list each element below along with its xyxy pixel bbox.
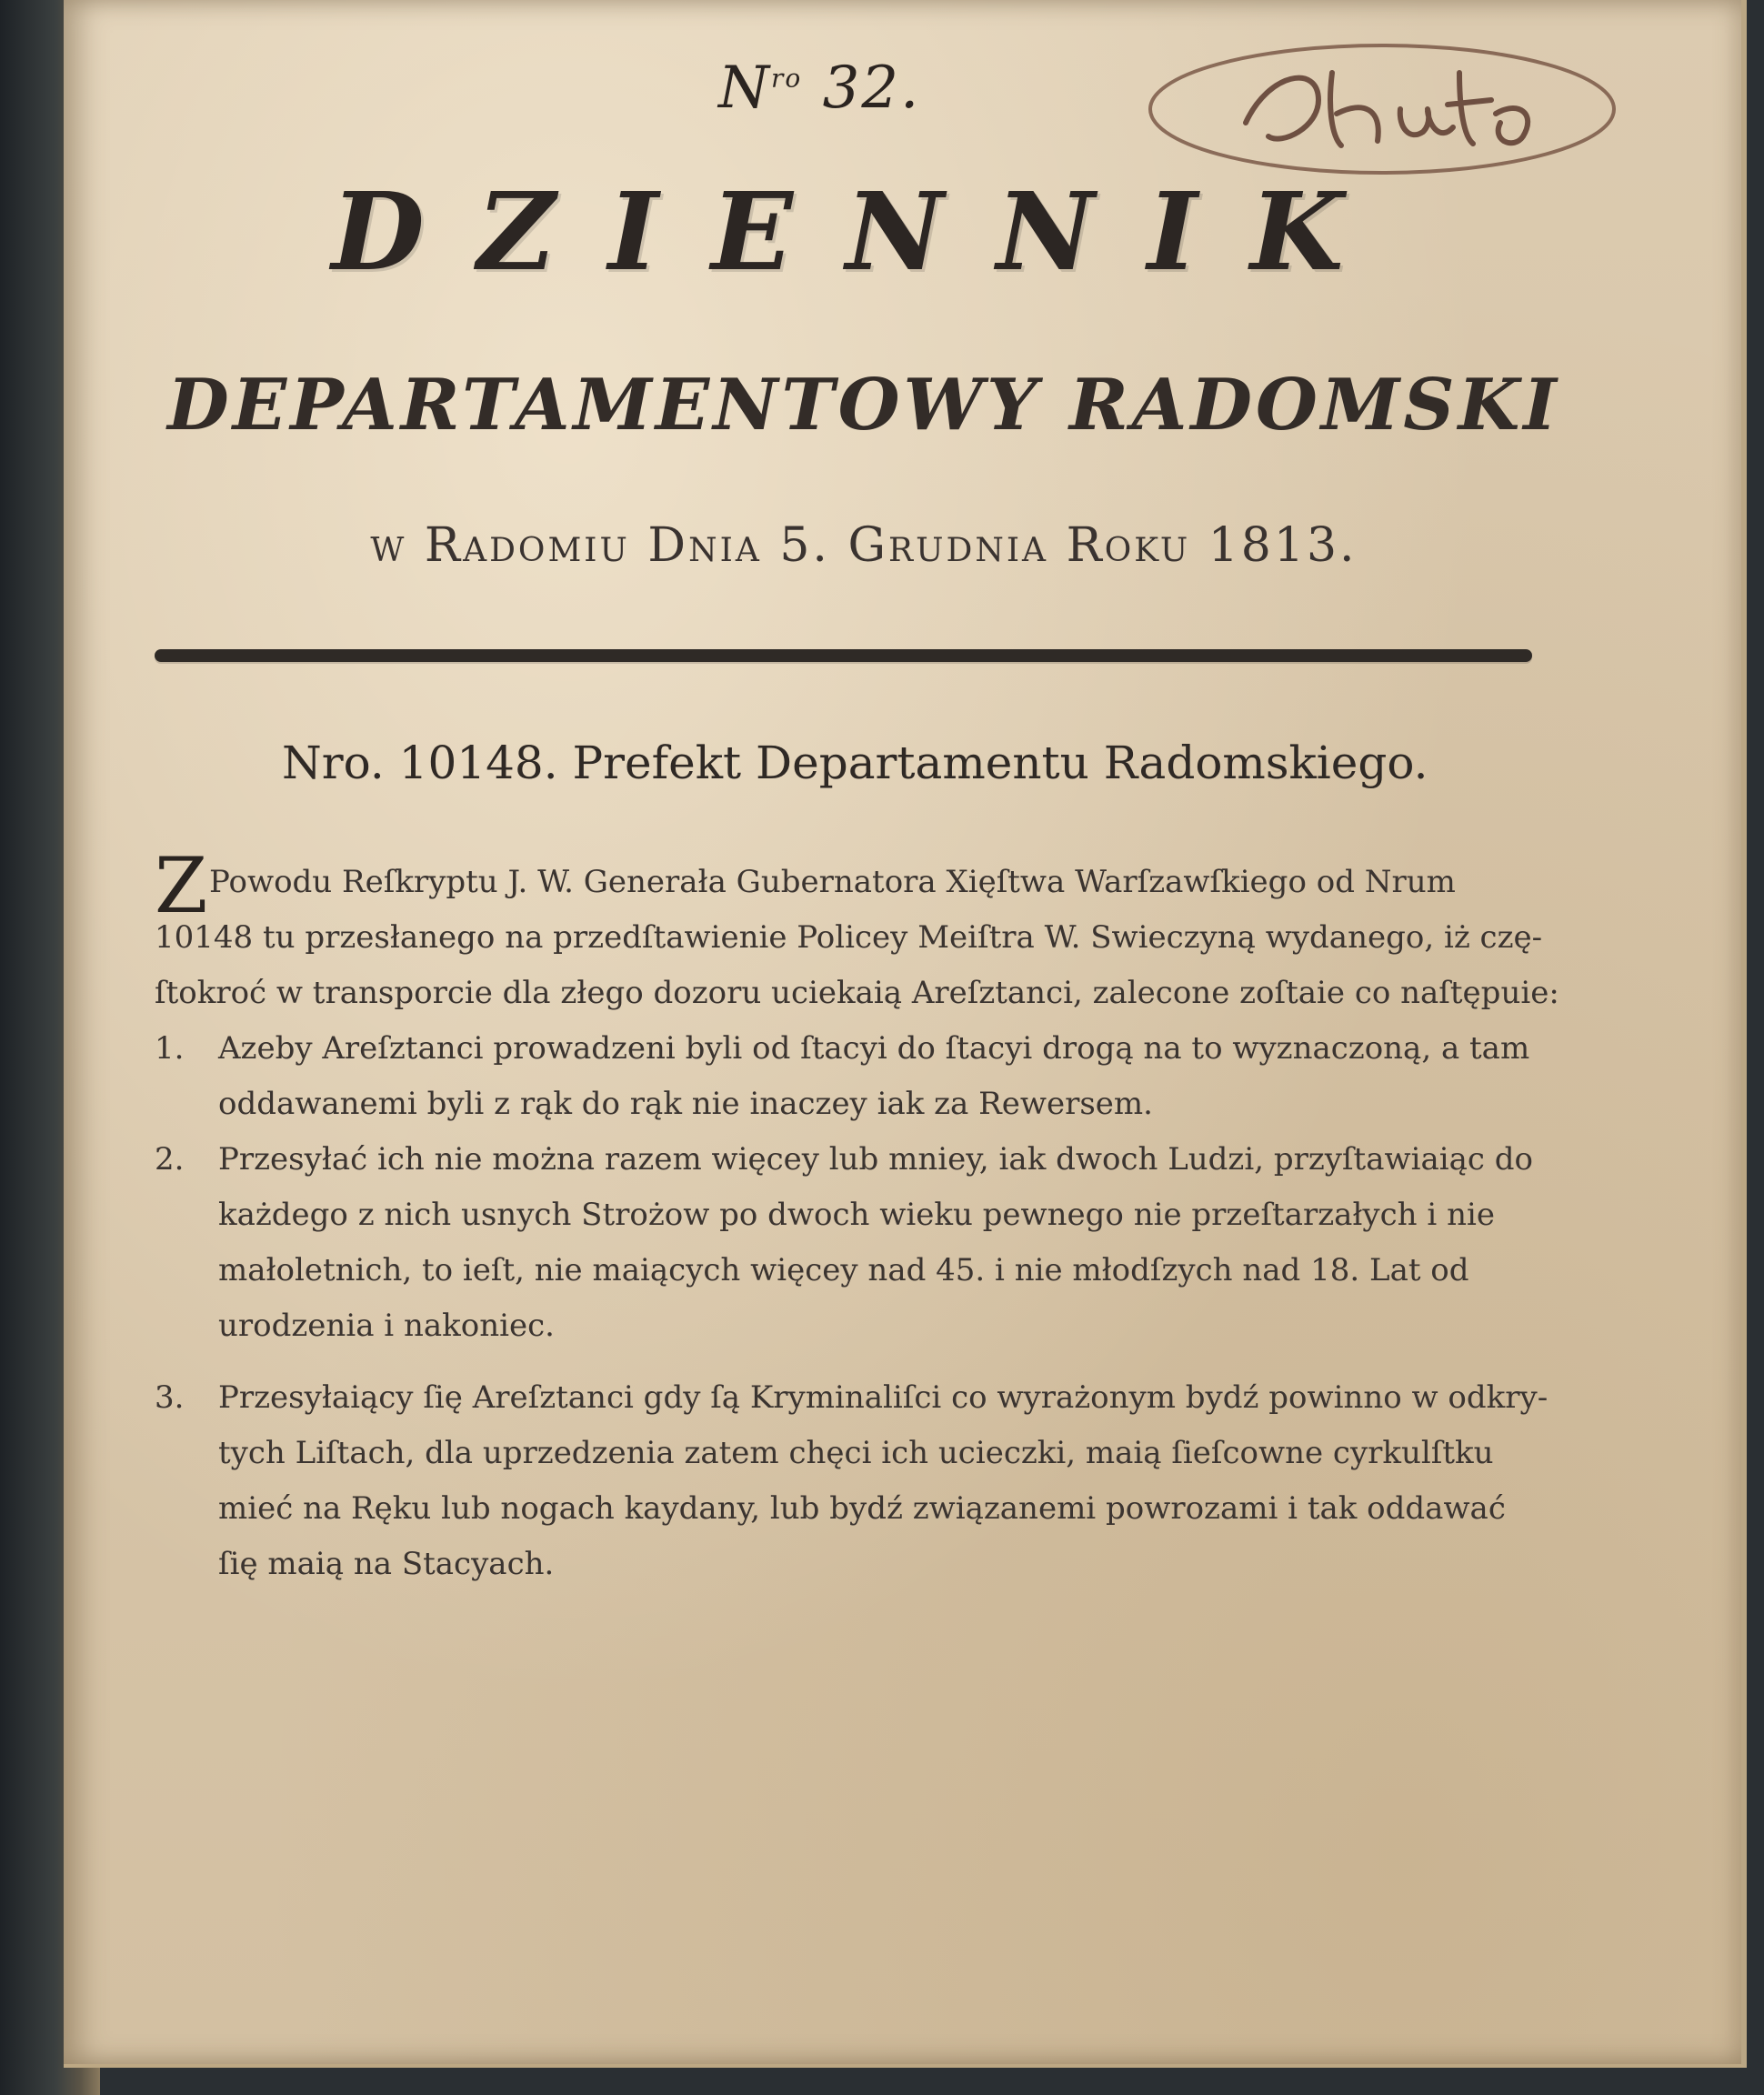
list-item-2 xyxy=(155,1132,1573,1354)
text-line: Przesyłaiący ſię Areſztanci gdy ſą Kryminaliſci co wyrażonym bydź powinno w odkry- xyxy=(218,1379,1549,1416)
document-page xyxy=(64,0,1747,2068)
header-rule xyxy=(155,649,1532,662)
list-item-3 xyxy=(155,1370,1573,1592)
text-line: oddawanemi byli z rąk do rąk nie inaczey iak za Rewersem. xyxy=(218,1086,1153,1122)
text-line: każdego z nich usnych Strożow po dwoch wieku pewnego nie przeſtarzałych i nie xyxy=(218,1197,1495,1233)
text-line: ſię maią na Stacyach. xyxy=(218,1546,555,1582)
issue-number: $N^{ro}$ 32. xyxy=(718,55,921,122)
text-line: urodzenia i nakoniec. xyxy=(218,1308,555,1344)
text-line: Azeby Areſztanci prowadzeni byli od ſtacyi do ſtacyi drogą na to wyznaczoną, a tam xyxy=(218,1030,1530,1067)
masthead-subtitle: DEPARTAMENTOWY RADOMSKI xyxy=(167,364,1560,446)
drop-initial: Z xyxy=(155,841,208,930)
text-line: mieć na Ręku lub nogach kaydany, lub bydź związanemi powrozami i tak oddawać xyxy=(218,1490,1506,1527)
issue-prefix-superscript: ro xyxy=(771,63,803,94)
text-line: ſtokroć w transporcie dla złego dozoru uciekaią Areſztanci, zalecone zoſtaie co naſtępuie: xyxy=(155,975,1559,1011)
text-line: 10148 tu przesłanego na przedſtawienie Policey Meiſtra W. Swieczyną wydanego, iż czę- xyxy=(155,919,1543,956)
text-line: tych Liſtach, dla uprzedzenia zatem chęci ich ucieczki, maią ſieſcowne cyrkulſtku xyxy=(218,1435,1494,1471)
text-line: małoletnich, to ieſt, nie maiących więcey nad 45. i nie młodſzych nad 18. Lat od xyxy=(218,1252,1469,1288)
issue-number-value: 32 xyxy=(822,55,901,122)
intro-paragraph xyxy=(155,841,1573,1021)
list-item-number: 2. xyxy=(155,1141,185,1178)
masthead-title: DZIENNIK xyxy=(331,168,1397,295)
list-item-1 xyxy=(155,1021,1573,1132)
list-item-number: 3. xyxy=(155,1379,185,1416)
dateline: w Radomiu Dnia 5. Grudnia Roku 1813. xyxy=(370,518,1358,573)
text-line: Powodu Reſkryptu J. W. Generała Gubernatora Xięſtwa Warſzawſkiego od Nrum xyxy=(209,864,1456,900)
spacer xyxy=(155,1354,1573,1370)
text-line: Przesyłać ich nie można razem więcey lub mniey, iak dwoch Ludzi, przyſtawiaiąc do xyxy=(218,1141,1533,1178)
article-heading: Nro. 10148. Prefekt Departamentu Radomskiego. xyxy=(282,737,1428,789)
article-body xyxy=(155,841,1573,1592)
list-item-number: 1. xyxy=(155,1030,185,1067)
issue-prefix: N xyxy=(718,55,771,122)
